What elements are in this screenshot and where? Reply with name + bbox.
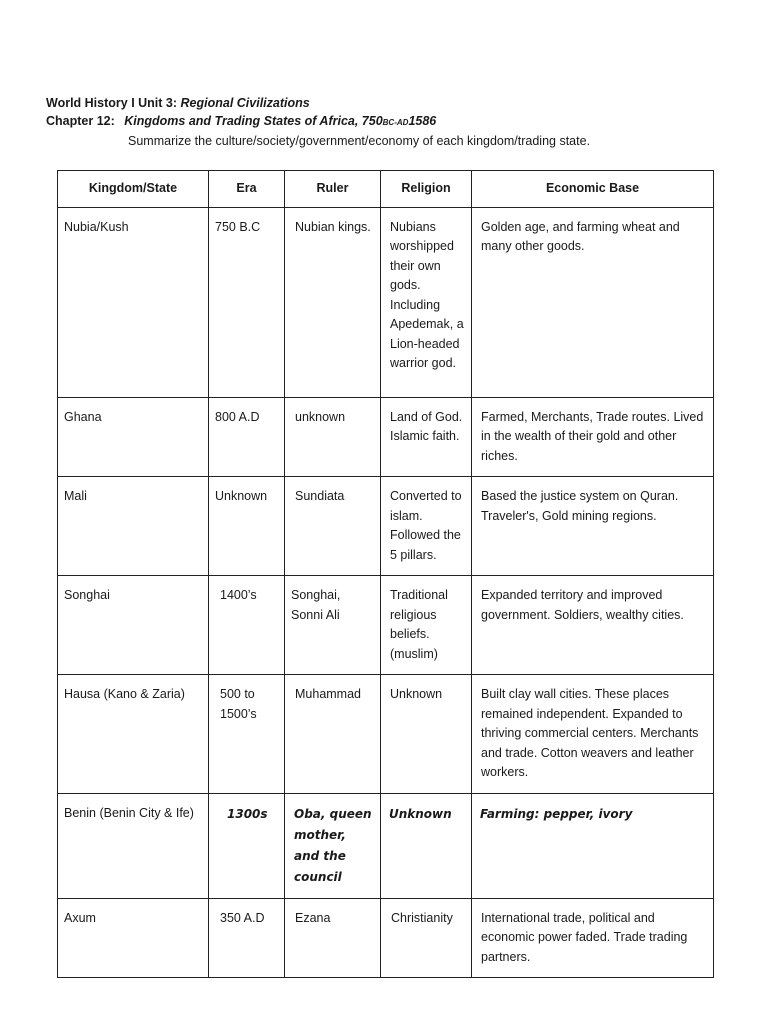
col-header-economy: Economic Base (472, 171, 714, 208)
kingdoms-table (57, 170, 714, 978)
cell-kingdom: Mali (58, 477, 209, 576)
cell-ruler: Oba, queen mother, and the council (285, 793, 381, 898)
col-header-era: Era (209, 171, 285, 208)
chapter-year-end: 1586 (408, 114, 437, 128)
cell-economy: Expanded territory and improved government. Soldiers, wealthy cities. (472, 576, 714, 675)
col-header-religion: Religion (381, 171, 472, 208)
table-row (58, 477, 714, 576)
cell-religion: Traditional religious beliefs. (muslim) (381, 576, 472, 675)
cell-era: Unknown (209, 477, 285, 576)
cell-religion: Unknown (381, 675, 472, 794)
chapter-title-main: Kingdoms and Trading States of Africa, 750 (124, 114, 383, 128)
cell-religion: Converted to islam. Followed the 5 pillars. (381, 477, 472, 576)
cell-ruler: Ezana (285, 898, 381, 978)
table-row (58, 793, 714, 898)
cell-religion: Land of God. Islamic faith. (381, 397, 472, 477)
table-row (58, 675, 714, 794)
cell-kingdom: Ghana (58, 397, 209, 477)
cell-economy: Based the justice system on Quran. Traveler's, Gold mining regions. (472, 477, 714, 576)
cell-era: 750 B.C (209, 207, 285, 397)
col-header-ruler: Ruler (285, 171, 381, 208)
table-header-row (58, 171, 714, 208)
cell-economy: Golden age, and farming wheat and many other goods. (472, 207, 714, 397)
cell-ruler: Sundiata (285, 477, 381, 576)
cell-era: 350 A.D (209, 898, 285, 978)
cell-era: 1400’s (209, 576, 285, 675)
cell-kingdom: Songhai (58, 576, 209, 675)
course-label: World History I Unit 3: (46, 96, 178, 110)
cell-religion: Unknown (381, 793, 472, 898)
cell-religion: Christianity (381, 898, 472, 978)
cell-kingdom: Axum (58, 898, 209, 978)
cell-economy: Farmed, Merchants, Trade routes. Lived in the wealth of their gold and other riches. (472, 397, 714, 477)
cell-era: 1300s (209, 793, 285, 898)
instructions: Summarize the culture/society/government/economy of each kingdom/trading state. (128, 134, 591, 148)
cell-religion: Nubians worshipped their own gods. Including Apedemak, a Lion-headed warrior god. (381, 207, 472, 397)
course-line (46, 94, 726, 112)
chapter-title (124, 114, 436, 128)
cell-economy: International trade, political and economic power faded. Trade trading partners. (472, 898, 714, 978)
cell-economy: Farming: pepper, ivory (472, 793, 714, 898)
cell-kingdom: Nubia/Kush (58, 207, 209, 397)
cell-ruler: Nubian kings. (285, 207, 381, 397)
cell-ruler: Muhammad (285, 675, 381, 794)
cell-era: 500 to 1500’s (209, 675, 285, 794)
table-row (58, 207, 714, 397)
chapter-label: Chapter 12: (46, 114, 115, 128)
cell-kingdom: Benin (Benin City & Ife) (58, 793, 209, 898)
cell-ruler: unknown (285, 397, 381, 477)
table-row (58, 576, 714, 675)
table-row (58, 898, 714, 978)
cell-ruler: Songhai, Sonni Ali (285, 576, 381, 675)
cell-era: 800 A.D (209, 397, 285, 477)
unit-title: Regional Civilizations (180, 96, 310, 110)
chapter-line (46, 112, 726, 132)
document-header (46, 94, 726, 150)
chapter-bc-ad: BC-AD (382, 118, 409, 127)
cell-kingdom: Hausa (Kano & Zaria) (58, 675, 209, 794)
cell-economy: Built clay wall cities. These places remained independent. Expanded to thriving commercial centers. Merchants and trade. Cotton weavers and leather workers. (472, 675, 714, 794)
table-row (58, 397, 714, 477)
col-header-kingdom: Kingdom/State (58, 171, 209, 208)
